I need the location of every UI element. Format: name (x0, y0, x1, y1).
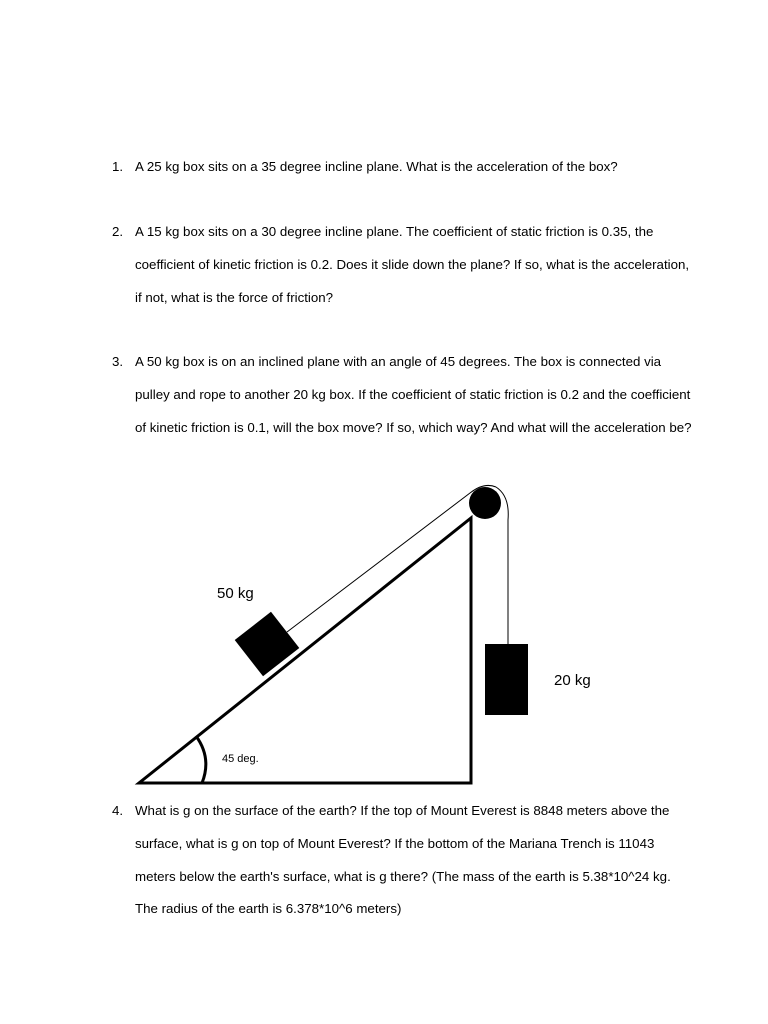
incline-triangle (139, 518, 471, 783)
hanging-block-label: 20 kg (554, 672, 591, 689)
question-4-number: 4. (112, 803, 124, 818)
pulley (469, 487, 501, 519)
block-on-incline (235, 612, 300, 677)
question-4 (112, 795, 692, 926)
question-3-number: 3. (112, 354, 124, 369)
question-1 (112, 151, 692, 184)
question-3 (112, 346, 692, 444)
angle-arc (196, 736, 206, 783)
angle-label: 45 deg. (222, 753, 259, 765)
block-on-incline-label: 50 kg (217, 585, 254, 602)
question-1-number: 1. (112, 159, 124, 174)
question-2-text: A 15 kg box sits on a 30 degree incline plane. The coefficient of static friction is 0.35, the coefficient of kinetic friction is 0.2. Does it slide down the plane? If so, what is the acceleration, if not, what is the force of friction? (135, 224, 690, 305)
rope-incline (287, 485, 496, 632)
question-2 (112, 216, 692, 314)
incline-pulley-diagram (0, 470, 768, 790)
question-1-text: A 25 kg box sits on a 35 degree incline plane. What is the acceleration of the box? (135, 159, 618, 174)
question-2-number: 2. (112, 224, 124, 239)
question-4-text: What is g on the surface of the earth? If the top of Mount Everest is 8848 meters above the surface, what is g on top of Mount Everest? If the bottom of the Mariana Trench is 11043 meters below the earth's surface, what is g there? (The mass of the earth is 5.38*10^24 kg. The radius of the earth is 6.378*10^6 meters) (135, 803, 671, 917)
hanging-block (485, 644, 528, 715)
question-3-text: A 50 kg box is on an inclined plane with an angle of 45 degrees. The box is connected via pulley and rope to another 20 kg box. If the coefficient of static friction is 0.2 and the coefficient of kinetic friction is 0.1, will the box move? If so, which way? And what will the acceleration be? (135, 354, 692, 435)
